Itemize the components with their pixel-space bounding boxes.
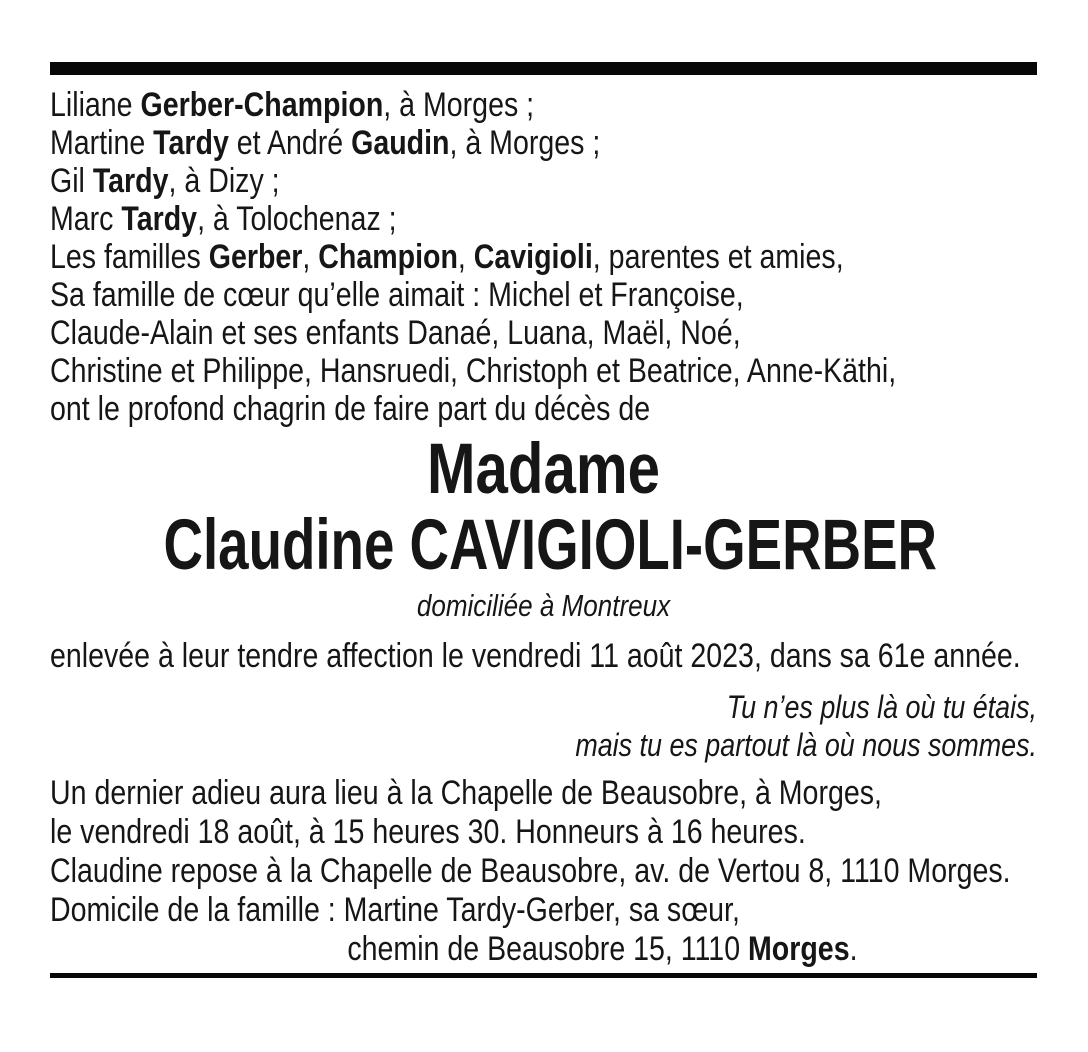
title-madame: Madame <box>427 430 660 509</box>
text-line: Christine et Philippe, Hansruedi, Christoph et Beatrice, Anne-Käthi, <box>50 352 897 390</box>
text-line: mais tu es partout là où nous sommes. <box>575 727 1037 763</box>
ceremony-info-lines <box>50 774 1011 969</box>
top-rule <box>50 62 1037 75</box>
obituary-notice <box>50 62 1037 978</box>
text-line: Marc Tardy, à Tolochenaz ; <box>50 200 397 238</box>
text-line: ont le profond chagrin de faire part du décès de <box>50 390 651 428</box>
text-line: Sa famille de cœur qu’elle aimait : Michel et Françoise, <box>50 276 744 314</box>
family-intro-lines <box>50 86 897 428</box>
text-line: chemin de Beausobre 15, 1110 Morges. <box>347 930 858 968</box>
text-line: Claude-Alain et ses enfants Danaé, Luana, Maël, Noé, <box>50 314 741 352</box>
text-line: le vendredi 18 août, à 15 heures 30. Honneurs à 16 heures. <box>50 813 806 851</box>
text-line: Tu n’es plus là où tu étais, <box>726 689 1037 725</box>
text-line: Gil Tardy, à Dizy ; <box>50 162 280 200</box>
deceased-name: Claudine CAVIGIOLI-GERBER <box>163 506 938 585</box>
text-line: Claudine repose à la Chapelle de Beausobre, av. de Vertou 8, 1110 Morges. <box>50 852 1011 890</box>
text-line: Liliane Gerber-Champion, à Morges ; <box>50 86 535 124</box>
text-line: Martine Tardy et André Gaudin, à Morges ; <box>50 124 601 162</box>
death-announcement-line: enlevée à leur tendre affection le vendredi 11 août 2023, dans sa 61e année. <box>50 637 1021 675</box>
bottom-rule <box>50 973 1037 978</box>
text-line: Domicile de la famille : Martine Tardy-Gerber, sa sœur, <box>50 891 740 929</box>
residence-line: domiciliée à Montreux <box>416 588 671 623</box>
text-line: Un dernier adieu aura lieu à la Chapelle de Beausobre, à Morges, <box>50 774 882 812</box>
text-line: Les familles Gerber, Champion, Cavigioli, parentes et amies, <box>50 238 844 276</box>
memorial-quote <box>208 688 1037 764</box>
